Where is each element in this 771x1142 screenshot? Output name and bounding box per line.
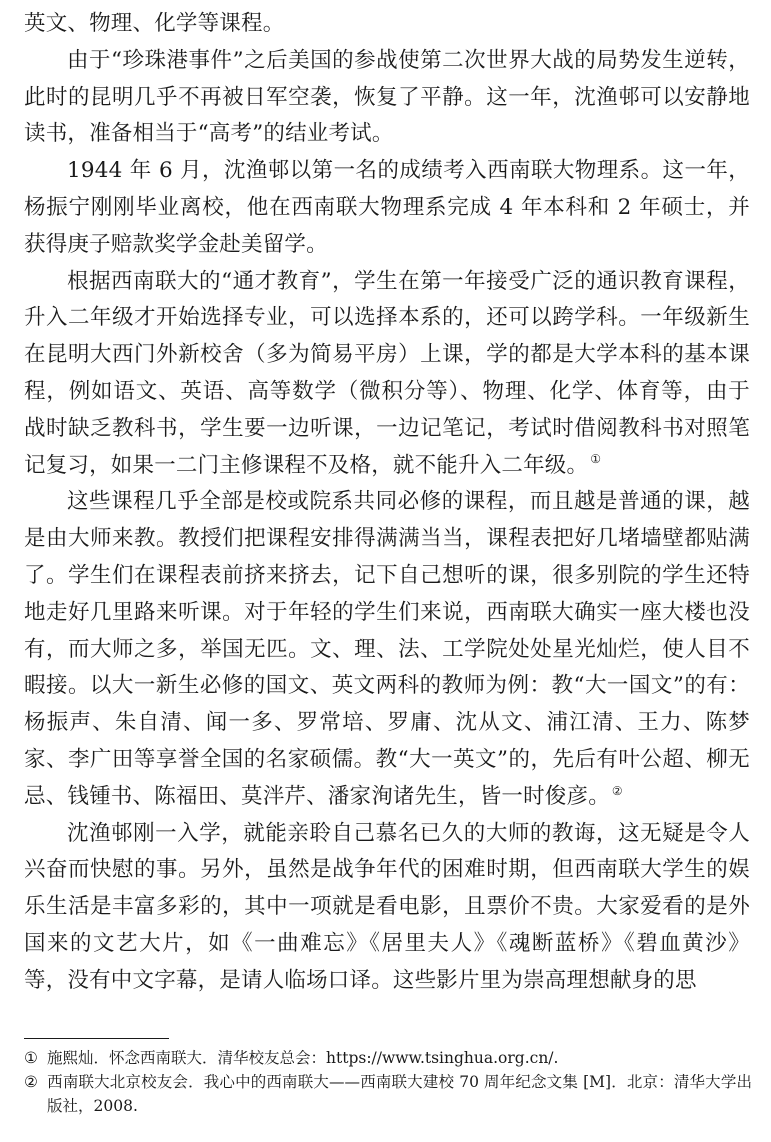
paragraph-3-text: 1944 年 6 月，沈渔邨以第一名的成绩考入西南联大物理系。这一年，杨振宁刚刚毕业离校，他在西南联大物理系完成 4 年本科和 2 年硕士，并获得庚子赔款奖学金赴美留学。 bbox=[24, 158, 750, 257]
paragraph-6 bbox=[24, 816, 750, 1000]
footnote-2 bbox=[24, 1070, 752, 1118]
paragraph-6-text: 沈渔邨刚一入学，就能亲聆自己慕名已久的大师的教诲，这无疑是令人兴奋而快慰的事。另外，虽然是战争年代的困难时期，但西南联大学生的娱乐生活是丰富多彩的，其中一项就是看电影，且票价不贵。大家爱看的是外国来的文艺大片，如《一曲难忘》《居里夫人》《魂断蓝桥》《碧血黄沙》等，没有中文字幕，是请人临场口译。这些影片里为崇高理想献身的思 bbox=[24, 820, 750, 993]
footnote-1 bbox=[24, 1046, 752, 1070]
footnote-2-text: 西南联大北京校友会．我心中的西南联大——西南联大建校 70 周年纪念文集 [M]．北京：清华大学出版社，2008. bbox=[47, 1073, 752, 1115]
page-body bbox=[24, 0, 750, 1000]
paragraph-4-text: 根据西南联大的“通才教育”，学生在第一年接受广泛的通识教育课程，升入二年级才开始选择专业，可以选择本系的，还可以跨学科。一年级新生在昆明大西门外新校舍（多为简易平房）上课，学的都是大学本科的基本课程，例如语文、英语、高等数学（微积分等）、物理、化学、体育等，由于战时缺乏教科书，学生要一边听课，一边记笔记，考试时借阅教科书对照笔记复习，如果一二门主修课程不及格，就不能升入二年级。 bbox=[24, 268, 750, 478]
paragraph-4 bbox=[24, 264, 750, 485]
main-text bbox=[24, 0, 750, 1000]
paragraph-1-text: 英文、物理、化学等课程。 bbox=[24, 11, 285, 36]
footnote-1-mark: ① bbox=[24, 1049, 38, 1067]
footnote-1-text: 施熙灿．怀念西南联大．清华校友总会：https://www.tsinghua.org.cn/. bbox=[47, 1049, 559, 1067]
footnotes bbox=[24, 1046, 752, 1118]
footnote-ref-1[interactable]: ① bbox=[590, 452, 602, 467]
footnote-2-mark: ② bbox=[24, 1073, 38, 1091]
paragraph-2-text: 由于“珍珠港事件”之后美国的参战使第二次世界大战的局势发生逆转，此时的昆明几乎不再被日军空袭，恢复了平静。这一年，沈渔邨可以安静地读书，准备相当于“高考”的结业考试。 bbox=[24, 47, 750, 147]
footnote-ref-2[interactable]: ② bbox=[611, 783, 623, 798]
paragraph-1 bbox=[24, 6, 750, 43]
paragraph-5 bbox=[24, 484, 750, 815]
paragraph-5-text: 这些课程几乎全部是校或院系共同必修的课程，而且越是普通的课，越是由大师来教。教授们把课程安排得满满当当，课程表把好几堵墙壁都贴满了。学生们在课程表前挤来挤去，记下自己想听的课，很多别院的学生还特地走好几里路来听课。对于年轻的学生们来说，西南联大确实一座大楼也没有，而大师之多，举国无匹。文、理、法、工学院处处星光灿烂，使人目不暇接。以大一新生必修的国文、英文两科的教师为例：教“大一国文”的有：杨振声、朱自清、闻一多、罗常培、罗庸、沈从文、浦江清、王力、陈梦家、李广田等享誉全国的名家硕儒。教“大一英文”的，先后有叶公超、柳无忌、钱锺书、陈福田、莫泮芹、潘家洵诸先生，皆一时俊彦。 bbox=[24, 489, 750, 809]
footnote-divider bbox=[24, 1038, 169, 1039]
paragraph-3 bbox=[24, 153, 750, 263]
paragraph-2 bbox=[24, 43, 750, 153]
